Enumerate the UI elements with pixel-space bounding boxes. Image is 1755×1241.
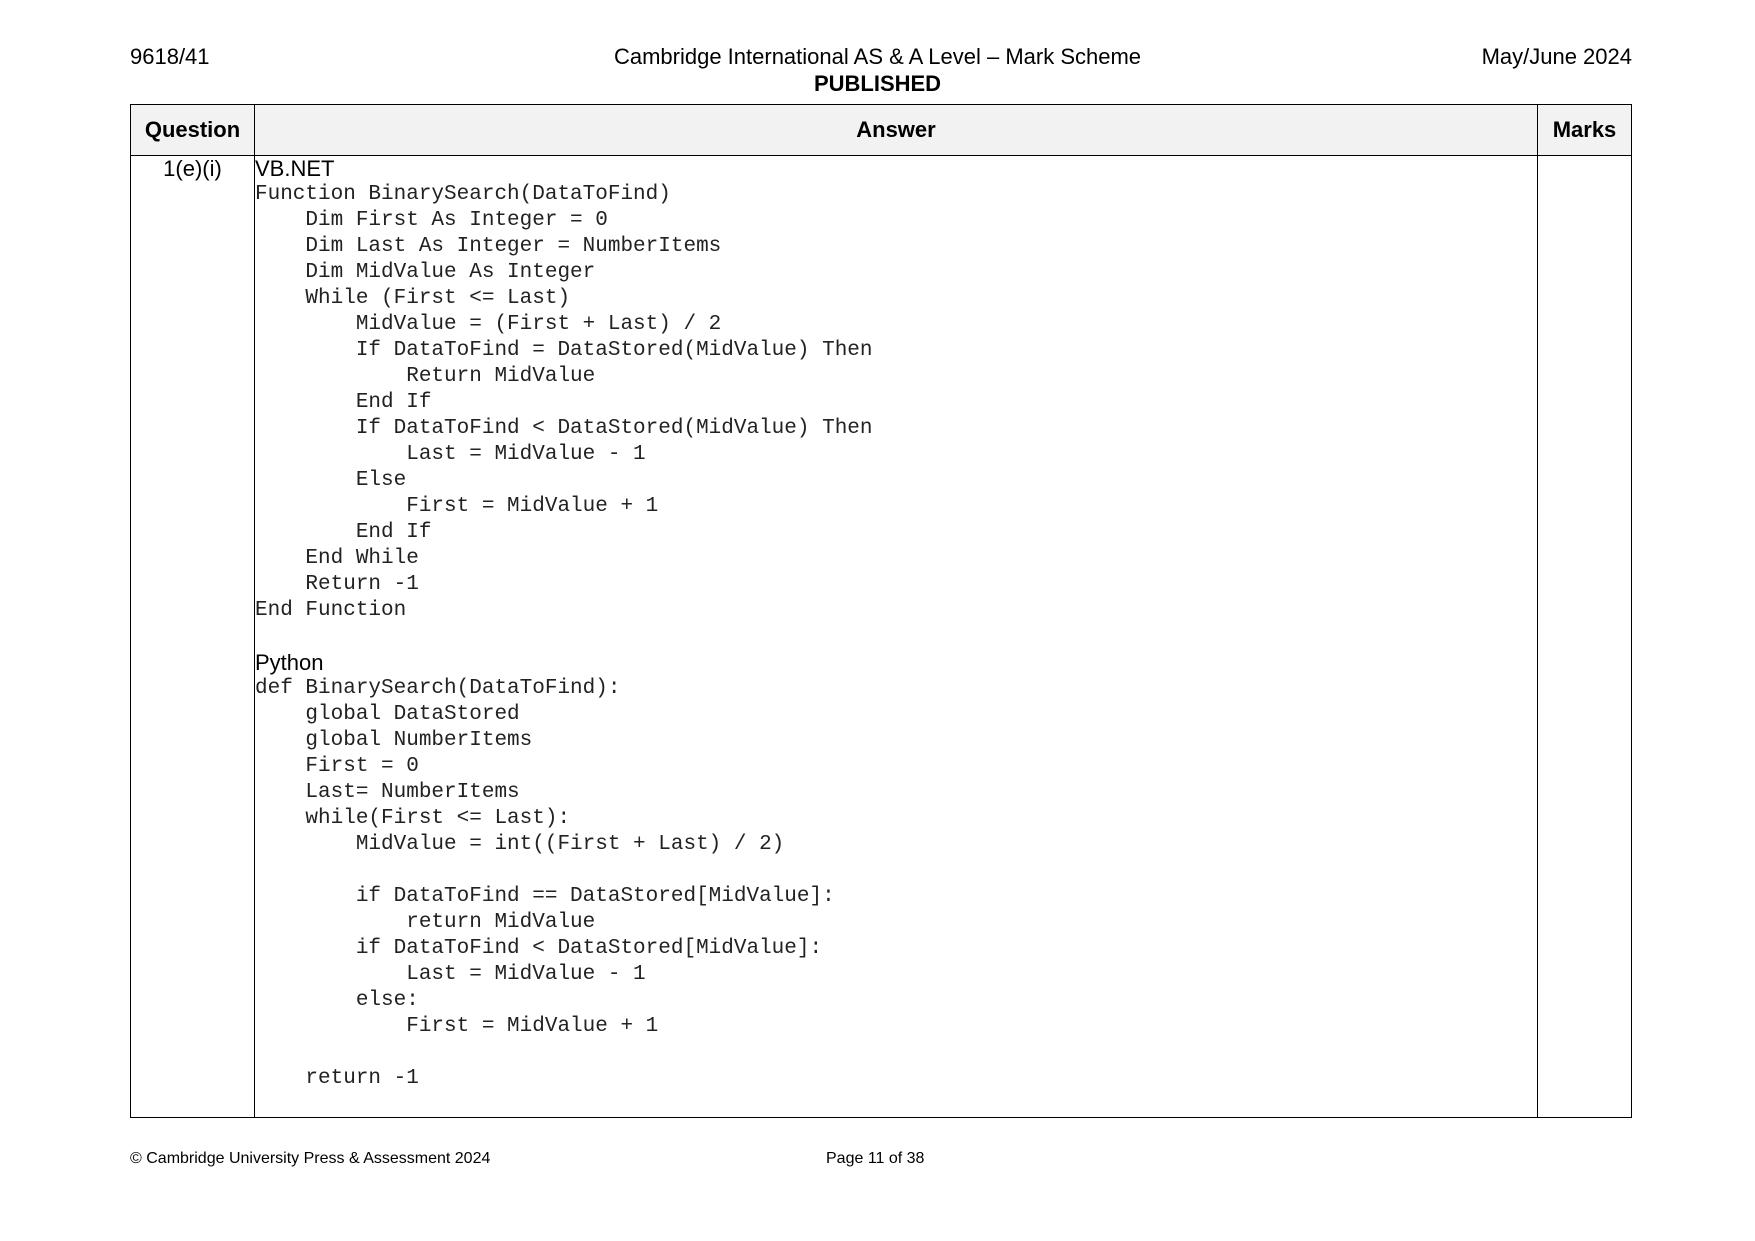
code-line: First = 0 [255, 755, 419, 778]
paper-code: 9618/41 [130, 44, 210, 69]
code-line: Last = MidValue - 1 [255, 443, 646, 466]
code-line: if DataToFind == DataStored[MidValue]: [255, 885, 835, 908]
code-line: global DataStored [255, 703, 520, 726]
code-line: Dim MidValue As Integer [255, 261, 596, 284]
code-line: Last = MidValue - 1 [255, 963, 646, 986]
python-code-block [255, 676, 1537, 1092]
code-line: def BinarySearch(DataToFind): [255, 677, 621, 700]
answer-cell [255, 156, 1538, 1118]
section-gap [255, 624, 1537, 650]
code-line: While (First <= Last) [255, 287, 571, 310]
code-line: End While [255, 547, 419, 570]
document-title: Cambridge International AS & A Level – Mark Scheme [613, 44, 1142, 69]
code-line [255, 1040, 1537, 1066]
code-line: return -1 [255, 1067, 419, 1090]
vbnet-code-block [255, 182, 1537, 624]
code-line: global NumberItems [255, 729, 533, 752]
code-line: Return MidValue [255, 365, 596, 388]
code-line: return MidValue [255, 911, 596, 934]
code-line: MidValue = int((First + Last) / 2) [255, 833, 785, 856]
code-line: End Function [255, 599, 407, 622]
code-line: MidValue = (First + Last) / 2 [255, 313, 722, 336]
table-row [131, 156, 1632, 1118]
answer-header: Answer [255, 105, 1538, 156]
marks-cell [1538, 156, 1632, 1118]
code-line: Else [255, 469, 407, 492]
table-header-row [131, 105, 1632, 156]
question-number: 1(e)(i) [131, 156, 255, 1118]
vbnet-label: VB.NET [255, 156, 335, 181]
code-line: Dim Last As Integer = NumberItems [255, 235, 722, 258]
page-number: Page 11 of 38 [826, 1150, 925, 1167]
code-line [255, 858, 1537, 884]
code-line: Return -1 [255, 573, 419, 596]
mark-scheme-table [130, 104, 1632, 1118]
copyright-notice: © Cambridge University Press & Assessment 2024 [130, 1150, 491, 1167]
question-header: Question [131, 105, 255, 156]
exam-session: May/June 2024 [1481, 44, 1632, 69]
marks-header: Marks [1538, 105, 1632, 156]
code-line: First = MidValue + 1 [255, 495, 659, 518]
code-line: Function BinarySearch(DataToFind) [255, 183, 671, 206]
code-line: if DataToFind < DataStored[MidValue]: [255, 937, 823, 960]
python-label: Python [255, 650, 324, 675]
code-line: Dim First As Integer = 0 [255, 209, 608, 232]
code-line: Last= NumberItems [255, 781, 520, 804]
code-line: End If [255, 521, 432, 544]
code-line: If DataToFind = DataStored(MidValue) Then [255, 339, 873, 362]
published-label: PUBLISHED [813, 71, 942, 96]
code-line: else: [255, 989, 419, 1012]
code-line: End If [255, 391, 432, 414]
code-line: First = MidValue + 1 [255, 1015, 659, 1038]
code-line: while(First <= Last): [255, 807, 571, 830]
code-line: If DataToFind < DataStored(MidValue) Then [255, 417, 873, 440]
